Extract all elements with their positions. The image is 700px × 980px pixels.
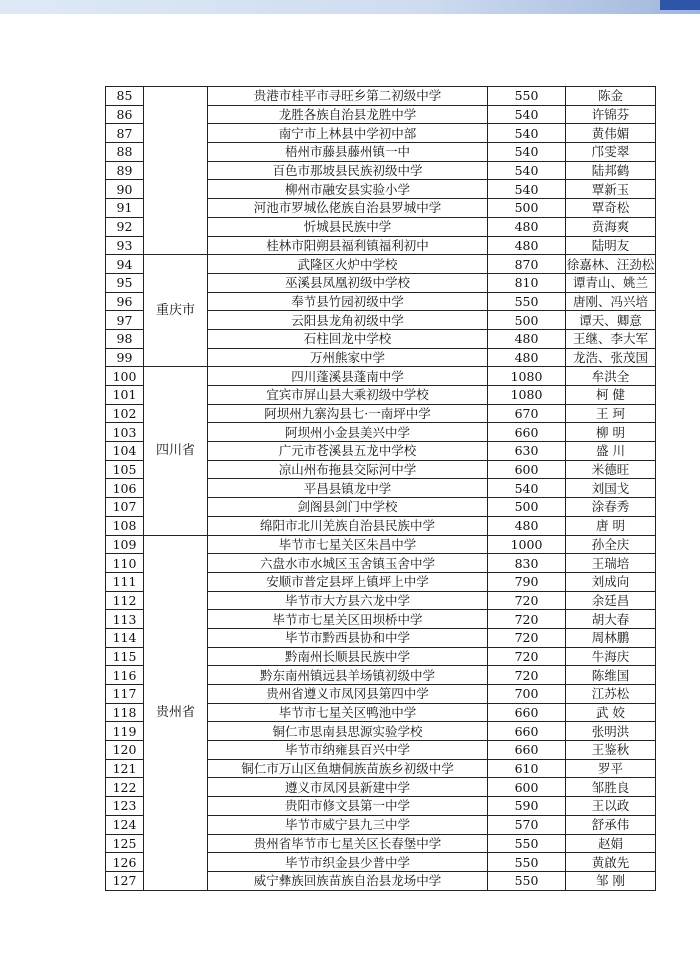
student-count: 720 — [488, 610, 566, 629]
scan-top-edge — [660, 0, 700, 10]
school-name: 毕节市七星关区鸭池中学 — [208, 703, 488, 722]
contact-name: 牛海庆 — [566, 647, 656, 666]
row-number: 118 — [106, 703, 144, 722]
school-name: 四川蓬溪县蓬南中学 — [208, 367, 488, 386]
row-number: 103 — [106, 423, 144, 442]
row-number: 98 — [106, 329, 144, 348]
contact-name: 邝雯翠 — [566, 143, 656, 162]
school-name: 铜仁市思南县思源实验学校 — [208, 722, 488, 741]
student-count: 660 — [488, 423, 566, 442]
row-number: 95 — [106, 273, 144, 292]
contact-name: 陈维国 — [566, 666, 656, 685]
school-name: 龙胜各族自治县龙胜中学 — [208, 105, 488, 124]
contact-name: 唐刚、冯兴培 — [566, 292, 656, 311]
row-number: 112 — [106, 591, 144, 610]
school-name: 贵州省毕节市七星关区长春堡中学 — [208, 834, 488, 853]
row-number: 115 — [106, 647, 144, 666]
contact-name: 柳 明 — [566, 423, 656, 442]
school-name: 万州熊家中学 — [208, 348, 488, 367]
row-number: 116 — [106, 666, 144, 685]
row-number: 113 — [106, 610, 144, 629]
school-name: 剑阁县剑门中学校 — [208, 498, 488, 517]
row-number: 96 — [106, 292, 144, 311]
row-number: 86 — [106, 105, 144, 124]
row-number: 85 — [106, 87, 144, 106]
row-number: 122 — [106, 778, 144, 797]
roster-table — [105, 86, 656, 891]
school-name: 梧州市藤县藤州镇一中 — [208, 143, 488, 162]
student-count: 660 — [488, 722, 566, 741]
contact-name: 罗平 — [566, 759, 656, 778]
student-count: 500 — [488, 311, 566, 330]
row-number: 117 — [106, 685, 144, 704]
contact-name: 柯 健 — [566, 386, 656, 405]
contact-name: 盛 川 — [566, 442, 656, 461]
student-count: 550 — [488, 834, 566, 853]
row-number: 120 — [106, 741, 144, 760]
row-number: 127 — [106, 871, 144, 890]
row-number: 110 — [106, 554, 144, 573]
contact-name: 武 姣 — [566, 703, 656, 722]
student-count: 810 — [488, 273, 566, 292]
table-row — [106, 255, 656, 274]
school-name: 阿坝州九寨沟县七·一南坪中学 — [208, 404, 488, 423]
province-cell — [144, 87, 208, 255]
student-count: 480 — [488, 329, 566, 348]
student-count: 480 — [488, 348, 566, 367]
student-count: 660 — [488, 703, 566, 722]
school-name: 阿坝州小金县美兴中学 — [208, 423, 488, 442]
row-number: 125 — [106, 834, 144, 853]
school-name: 南宁市上林县中学初中部 — [208, 124, 488, 143]
school-name: 毕节市威宁县九三中学 — [208, 815, 488, 834]
contact-name: 胡大春 — [566, 610, 656, 629]
contact-name: 孙全庆 — [566, 535, 656, 554]
student-count: 720 — [488, 647, 566, 666]
student-count: 550 — [488, 871, 566, 890]
contact-name: 黄啟先 — [566, 853, 656, 872]
contact-name: 王 珂 — [566, 404, 656, 423]
contact-name: 唐 明 — [566, 516, 656, 535]
student-count: 590 — [488, 797, 566, 816]
province-cell: 贵州省 — [144, 535, 208, 890]
school-name: 威宁彝族回族苗族自治县龙场中学 — [208, 871, 488, 890]
school-name: 毕节市黔西县协和中学 — [208, 628, 488, 647]
contact-name: 谭青山、姚兰 — [566, 273, 656, 292]
school-name: 石柱回龙中学校 — [208, 329, 488, 348]
school-name: 桂林市阳朔县福利镇福利初中 — [208, 236, 488, 255]
row-number: 100 — [106, 367, 144, 386]
contact-name: 陆明友 — [566, 236, 656, 255]
row-number: 91 — [106, 199, 144, 218]
contact-name: 江苏松 — [566, 685, 656, 704]
contact-name: 涂春秀 — [566, 498, 656, 517]
contact-name: 许锦芬 — [566, 105, 656, 124]
contact-name: 谭天、卿意 — [566, 311, 656, 330]
contact-name: 牟洪全 — [566, 367, 656, 386]
school-name: 凉山州布拖县交际河中学 — [208, 460, 488, 479]
contact-name: 覃奇松 — [566, 199, 656, 218]
student-count: 540 — [488, 180, 566, 199]
student-count: 630 — [488, 442, 566, 461]
contact-name: 王以政 — [566, 797, 656, 816]
student-count: 600 — [488, 778, 566, 797]
student-count: 830 — [488, 554, 566, 573]
student-count: 720 — [488, 628, 566, 647]
row-number: 87 — [106, 124, 144, 143]
school-name: 百色市那坡县民族初级中学 — [208, 161, 488, 180]
row-number: 109 — [106, 535, 144, 554]
row-number: 99 — [106, 348, 144, 367]
row-number: 94 — [106, 255, 144, 274]
contact-name: 覃新玉 — [566, 180, 656, 199]
school-name: 平昌县镇龙中学 — [208, 479, 488, 498]
row-number: 89 — [106, 161, 144, 180]
row-number: 114 — [106, 628, 144, 647]
contact-name: 舒承伟 — [566, 815, 656, 834]
row-number: 102 — [106, 404, 144, 423]
contact-name: 张明洪 — [566, 722, 656, 741]
student-count: 550 — [488, 292, 566, 311]
school-name: 六盘水市水城区玉舍镇玉舍中学 — [208, 554, 488, 573]
school-name: 铜仁市万山区鱼塘侗族苗族乡初级中学 — [208, 759, 488, 778]
student-count: 540 — [488, 479, 566, 498]
student-count: 600 — [488, 460, 566, 479]
row-number: 111 — [106, 572, 144, 591]
contact-name: 王鉴秋 — [566, 741, 656, 760]
school-name: 黔东南州镇远县羊场镇初级中学 — [208, 666, 488, 685]
student-count: 500 — [488, 199, 566, 218]
student-count: 500 — [488, 498, 566, 517]
student-count: 660 — [488, 741, 566, 760]
contact-name: 贲海爽 — [566, 217, 656, 236]
table-row — [106, 535, 656, 554]
school-name: 河池市罗城仫佬族自治县罗城中学 — [208, 199, 488, 218]
student-count: 670 — [488, 404, 566, 423]
roster-body — [106, 87, 656, 891]
contact-name: 黄伟媚 — [566, 124, 656, 143]
student-count: 1000 — [488, 535, 566, 554]
row-number: 105 — [106, 460, 144, 479]
contact-name: 米德旺 — [566, 460, 656, 479]
student-count: 1080 — [488, 367, 566, 386]
student-count: 610 — [488, 759, 566, 778]
row-number: 124 — [106, 815, 144, 834]
row-number: 88 — [106, 143, 144, 162]
scan-top-band — [0, 0, 700, 14]
student-count: 720 — [488, 591, 566, 610]
row-number: 107 — [106, 498, 144, 517]
school-name: 忻城县民族中学 — [208, 217, 488, 236]
school-name: 毕节市七星关区朱昌中学 — [208, 535, 488, 554]
row-number: 97 — [106, 311, 144, 330]
contact-name: 邹胜良 — [566, 778, 656, 797]
student-count: 570 — [488, 815, 566, 834]
contact-name: 陆邦鹤 — [566, 161, 656, 180]
contact-name: 龙浩、张茂国 — [566, 348, 656, 367]
school-name: 安顺市普定县坪上镇坪上中学 — [208, 572, 488, 591]
contact-name: 周林鹏 — [566, 628, 656, 647]
row-number: 123 — [106, 797, 144, 816]
student-count: 540 — [488, 105, 566, 124]
row-number: 106 — [106, 479, 144, 498]
row-number: 104 — [106, 442, 144, 461]
contact-name: 赵娟 — [566, 834, 656, 853]
student-count: 720 — [488, 666, 566, 685]
row-number: 108 — [106, 516, 144, 535]
student-count: 540 — [488, 161, 566, 180]
school-name: 武隆区火炉中学校 — [208, 255, 488, 274]
row-number: 121 — [106, 759, 144, 778]
contact-name: 刘国戈 — [566, 479, 656, 498]
student-count: 480 — [488, 516, 566, 535]
school-name: 贵阳市修文县第一中学 — [208, 797, 488, 816]
province-cell: 四川省 — [144, 367, 208, 535]
student-count: 480 — [488, 217, 566, 236]
province-cell: 重庆市 — [144, 255, 208, 367]
row-number: 90 — [106, 180, 144, 199]
school-name: 云阳县龙角初级中学 — [208, 311, 488, 330]
school-name: 宜宾市屏山县大乘初级中学校 — [208, 386, 488, 405]
row-number: 126 — [106, 853, 144, 872]
student-count: 480 — [488, 236, 566, 255]
school-name: 广元市苍溪县五龙中学校 — [208, 442, 488, 461]
school-name: 贵港市桂平市寻旺乡第二初级中学 — [208, 87, 488, 106]
contact-name: 王继、李大军 — [566, 329, 656, 348]
school-name: 毕节市纳雍县百兴中学 — [208, 741, 488, 760]
table-row — [106, 367, 656, 386]
row-number: 101 — [106, 386, 144, 405]
contact-name: 徐嘉林、汪劲松 — [566, 256, 655, 272]
table-row — [106, 87, 656, 106]
school-name: 巫溪县凤凰初级中学校 — [208, 273, 488, 292]
contact-name: 王瑞培 — [566, 554, 656, 573]
school-name: 柳州市融安县实验小学 — [208, 180, 488, 199]
contact-name: 邹 刚 — [566, 871, 656, 890]
student-count: 700 — [488, 685, 566, 704]
contact-name: 刘成向 — [566, 572, 656, 591]
student-count: 550 — [488, 853, 566, 872]
row-number: 93 — [106, 236, 144, 255]
school-name: 贵州省遵义市凤冈县第四中学 — [208, 685, 488, 704]
contact-name: 余廷昌 — [566, 591, 656, 610]
student-count: 540 — [488, 143, 566, 162]
row-number: 92 — [106, 217, 144, 236]
student-count: 790 — [488, 572, 566, 591]
row-number: 119 — [106, 722, 144, 741]
school-name: 毕节市七星关区田坝桥中学 — [208, 610, 488, 629]
student-count: 870 — [488, 255, 566, 274]
school-name: 毕节市织金县少普中学 — [208, 853, 488, 872]
school-name: 黔南州长顺县民族中学 — [208, 647, 488, 666]
student-count: 550 — [488, 87, 566, 106]
school-name: 奉节县竹园初级中学 — [208, 292, 488, 311]
school-name: 毕节市大方县六龙中学 — [208, 591, 488, 610]
student-count: 540 — [488, 124, 566, 143]
contact-name: 陈金 — [566, 87, 656, 106]
student-count: 1080 — [488, 386, 566, 405]
school-name: 绵阳市北川羌族自治县民族中学 — [208, 516, 488, 535]
school-name: 遵义市凤冈县新建中学 — [208, 778, 488, 797]
